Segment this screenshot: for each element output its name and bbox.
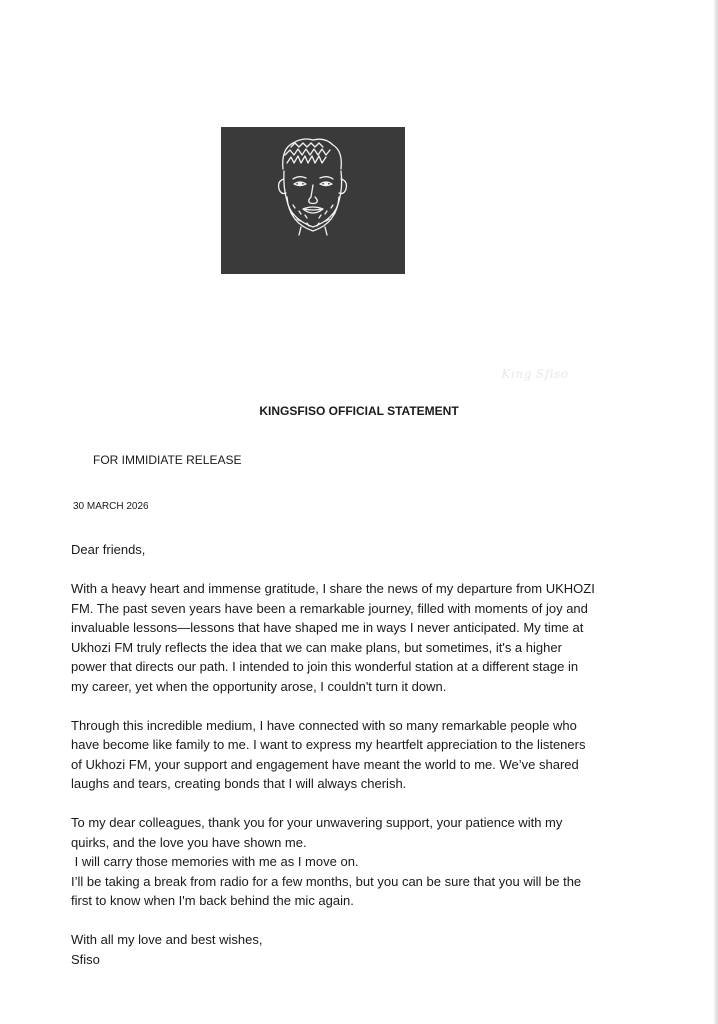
greeting: Dear friends, <box>71 542 146 557</box>
paragraph-line: first to know when I'm back behind the mic again. <box>71 893 354 908</box>
paragraph-line: FM. The past seven years have been a remarkable journey, filled with moments of joy and <box>71 600 588 616</box>
paragraph-line: I will carry those memories with me as I move on. <box>71 854 359 869</box>
statement-date: 30 MARCH 2026 <box>73 501 149 512</box>
paragraph-line: quirks, and the love you have shown me. <box>71 834 307 850</box>
paragraph-line: laughs and tears, creating bonds that I will always cherish. <box>71 776 407 791</box>
letter-body <box>71 540 671 969</box>
paragraph-line: my career, yet when the opportunity arose, I couldn't turn it down. <box>71 678 447 694</box>
paragraph-3 <box>71 813 671 911</box>
paragraph-line: To my dear colleagues, thank you for your unwavering support, your patience with my <box>71 815 563 830</box>
paragraph-line: power that directs our path. I intended to join this wonderful station at a different stage in <box>71 659 579 674</box>
page-edge-shadow <box>714 0 718 1024</box>
statement-title: KINGSFISO OFFICIAL STATEMENT <box>259 404 459 418</box>
paragraph-line: invaluable lessons—lessons that have shaped me in ways I never anticipated. My time at <box>71 620 584 635</box>
paragraph-line: I’ll be taking a break from radio for a few months, but you can be sure that you will be the <box>71 873 582 889</box>
paragraph-line: With a heavy heart and immense gratitude, I share the news of my departure from UKHOZI <box>71 581 595 596</box>
release-label: FOR IMMIDIATE RELEASE <box>93 453 242 467</box>
paragraph-line: Through this incredible medium, I have connected with so many remarkable people who <box>71 717 577 733</box>
closing-block <box>71 930 671 969</box>
paragraph-line: of Ukhozi FM, your support and engagement have meant the world to me. We’ve shared <box>71 756 579 772</box>
kingsfiso-logo <box>221 127 569 381</box>
paragraph-1 <box>71 579 671 696</box>
portrait-illustration-icon <box>221 127 405 274</box>
logo-signature: King Sfiso <box>501 367 569 381</box>
closing-line: With all my love and best wishes, <box>71 932 263 947</box>
paragraph-line: have become like family to me. I want to express my heartfelt appreciation to the listeners <box>71 737 586 752</box>
paragraph-2 <box>71 716 671 794</box>
paragraph-line: Ukhozi FM truly reflects the idea that we can make plans, but sometimes, it's a higher <box>71 639 562 655</box>
signoff-name: Sfiso <box>71 951 100 967</box>
